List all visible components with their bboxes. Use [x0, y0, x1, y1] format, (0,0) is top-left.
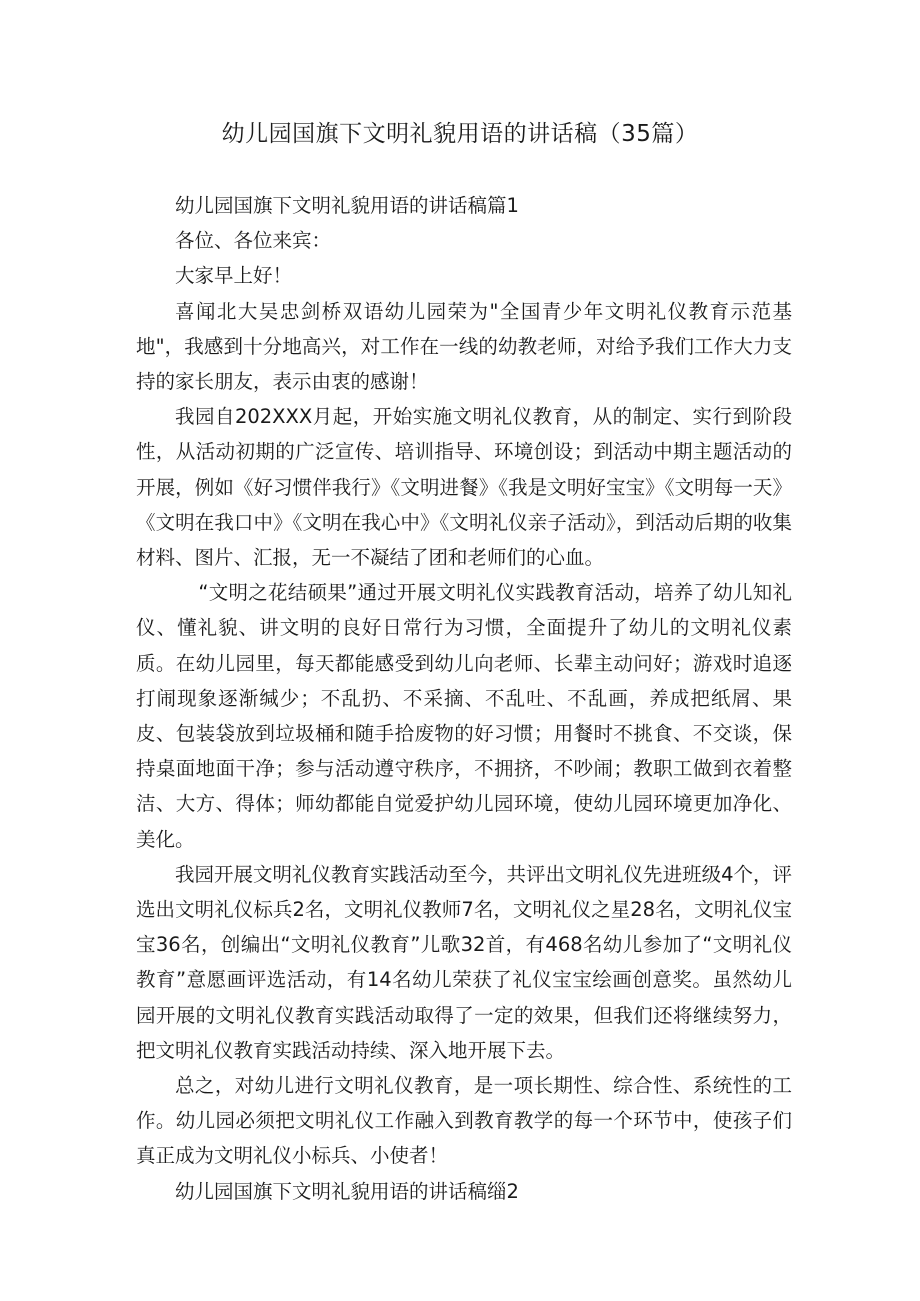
- paragraph: 总之，对幼儿进行文明礼仪教育，是一项长期性、综合性、系统性的工作。幼儿园必须把文明礼仪工作融入到教育教学的每一个环节中，使孩子们真正成为文明礼仪小标兵、小使者！: [136, 1074, 792, 1168]
- greeting: 大家早上好！: [175, 264, 293, 288]
- section-heading-2: 幼儿园国旗下文明礼貌用语的讲话稿缁2: [175, 1179, 519, 1203]
- salutation: 各位、各位来宾：: [175, 229, 332, 253]
- paragraph: “文明之花结硕果”通过开展文明礼仪实践教育活动，培养了幼儿知礼仪、懂礼貌、讲文明的良好日常行为习惯，全面提升了幼儿的文明礼仪素质。在幼儿园里，每天都能感受到幼儿向老师、长辈主动问好；游戏时追逐打闹现象逐渐缄少；不乱扔、不采摘、不乱吐、不乱画，养成把纸屑、果皮、包装袋放到垃圾桶和随手拾废物的好习惯；用餐时不挑食、不交谈，保持桌面地面干净；参与活动遵守秩序，不拥挤，不吵闹；教职工做到衣着整洁、大方、得体；师幼都能自觉爱护幼儿园环境，使幼儿园环境更加净化、美化。: [136, 581, 792, 851]
- paragraph: 喜闻北大吴忠剑桥双语幼儿园荣为"全国青少年文明礼仪教育示范基地"，我感到十分地高兴，对工作在一线的幼教老师，对给予我们工作大力支持的家长朋友，表示由衷的感谢！: [136, 299, 792, 394]
- paragraph: 我园自202XXX月起，开始实施文明礼仪教育，从的制定、实行到阶段性，从活动初期的广泛宣传、培训指导、环境创设；到活动中期主题活动的开展，例如《好习惯伴我行》《文明进餐》《我是文明好宝宝》《文明每一天》《文明在我口中》《文明在我心中》《文明礼仪亲子活动》，到活动后期的收集材料、图片、汇报，无一不凝结了团和老师们的心血。: [136, 405, 792, 570]
- paragraph: 我园开展文明礼仪教育实践活动至今，共评出文明礼仪先进班级4个，评选出文明礼仪标兵2名，文明礼仪教师7名，文明礼仪之星28名，文明礼仪宝宝36名，创编出“文明礼仪教育”儿歌32首，有468名幼儿参加了“文明礼仪教育”意愿画评选活动，有14名幼儿荣获了礼仪宝宝绘画创意奖。虽然幼儿园开展的文明礼仪教育实践活动取得了一定的效果，但我们还将继续努力，把文明礼仪教育实践活动持续、深入地开展下去。: [136, 862, 792, 1062]
- section-heading-1: 幼儿园国旗下文明礼貌用语的讲话稿篇1: [175, 194, 519, 217]
- document-title: 幼儿园国旗下文明礼貌用语的讲话稿（35篇）: [221, 121, 699, 147]
- document-body: [136, 188, 792, 1209]
